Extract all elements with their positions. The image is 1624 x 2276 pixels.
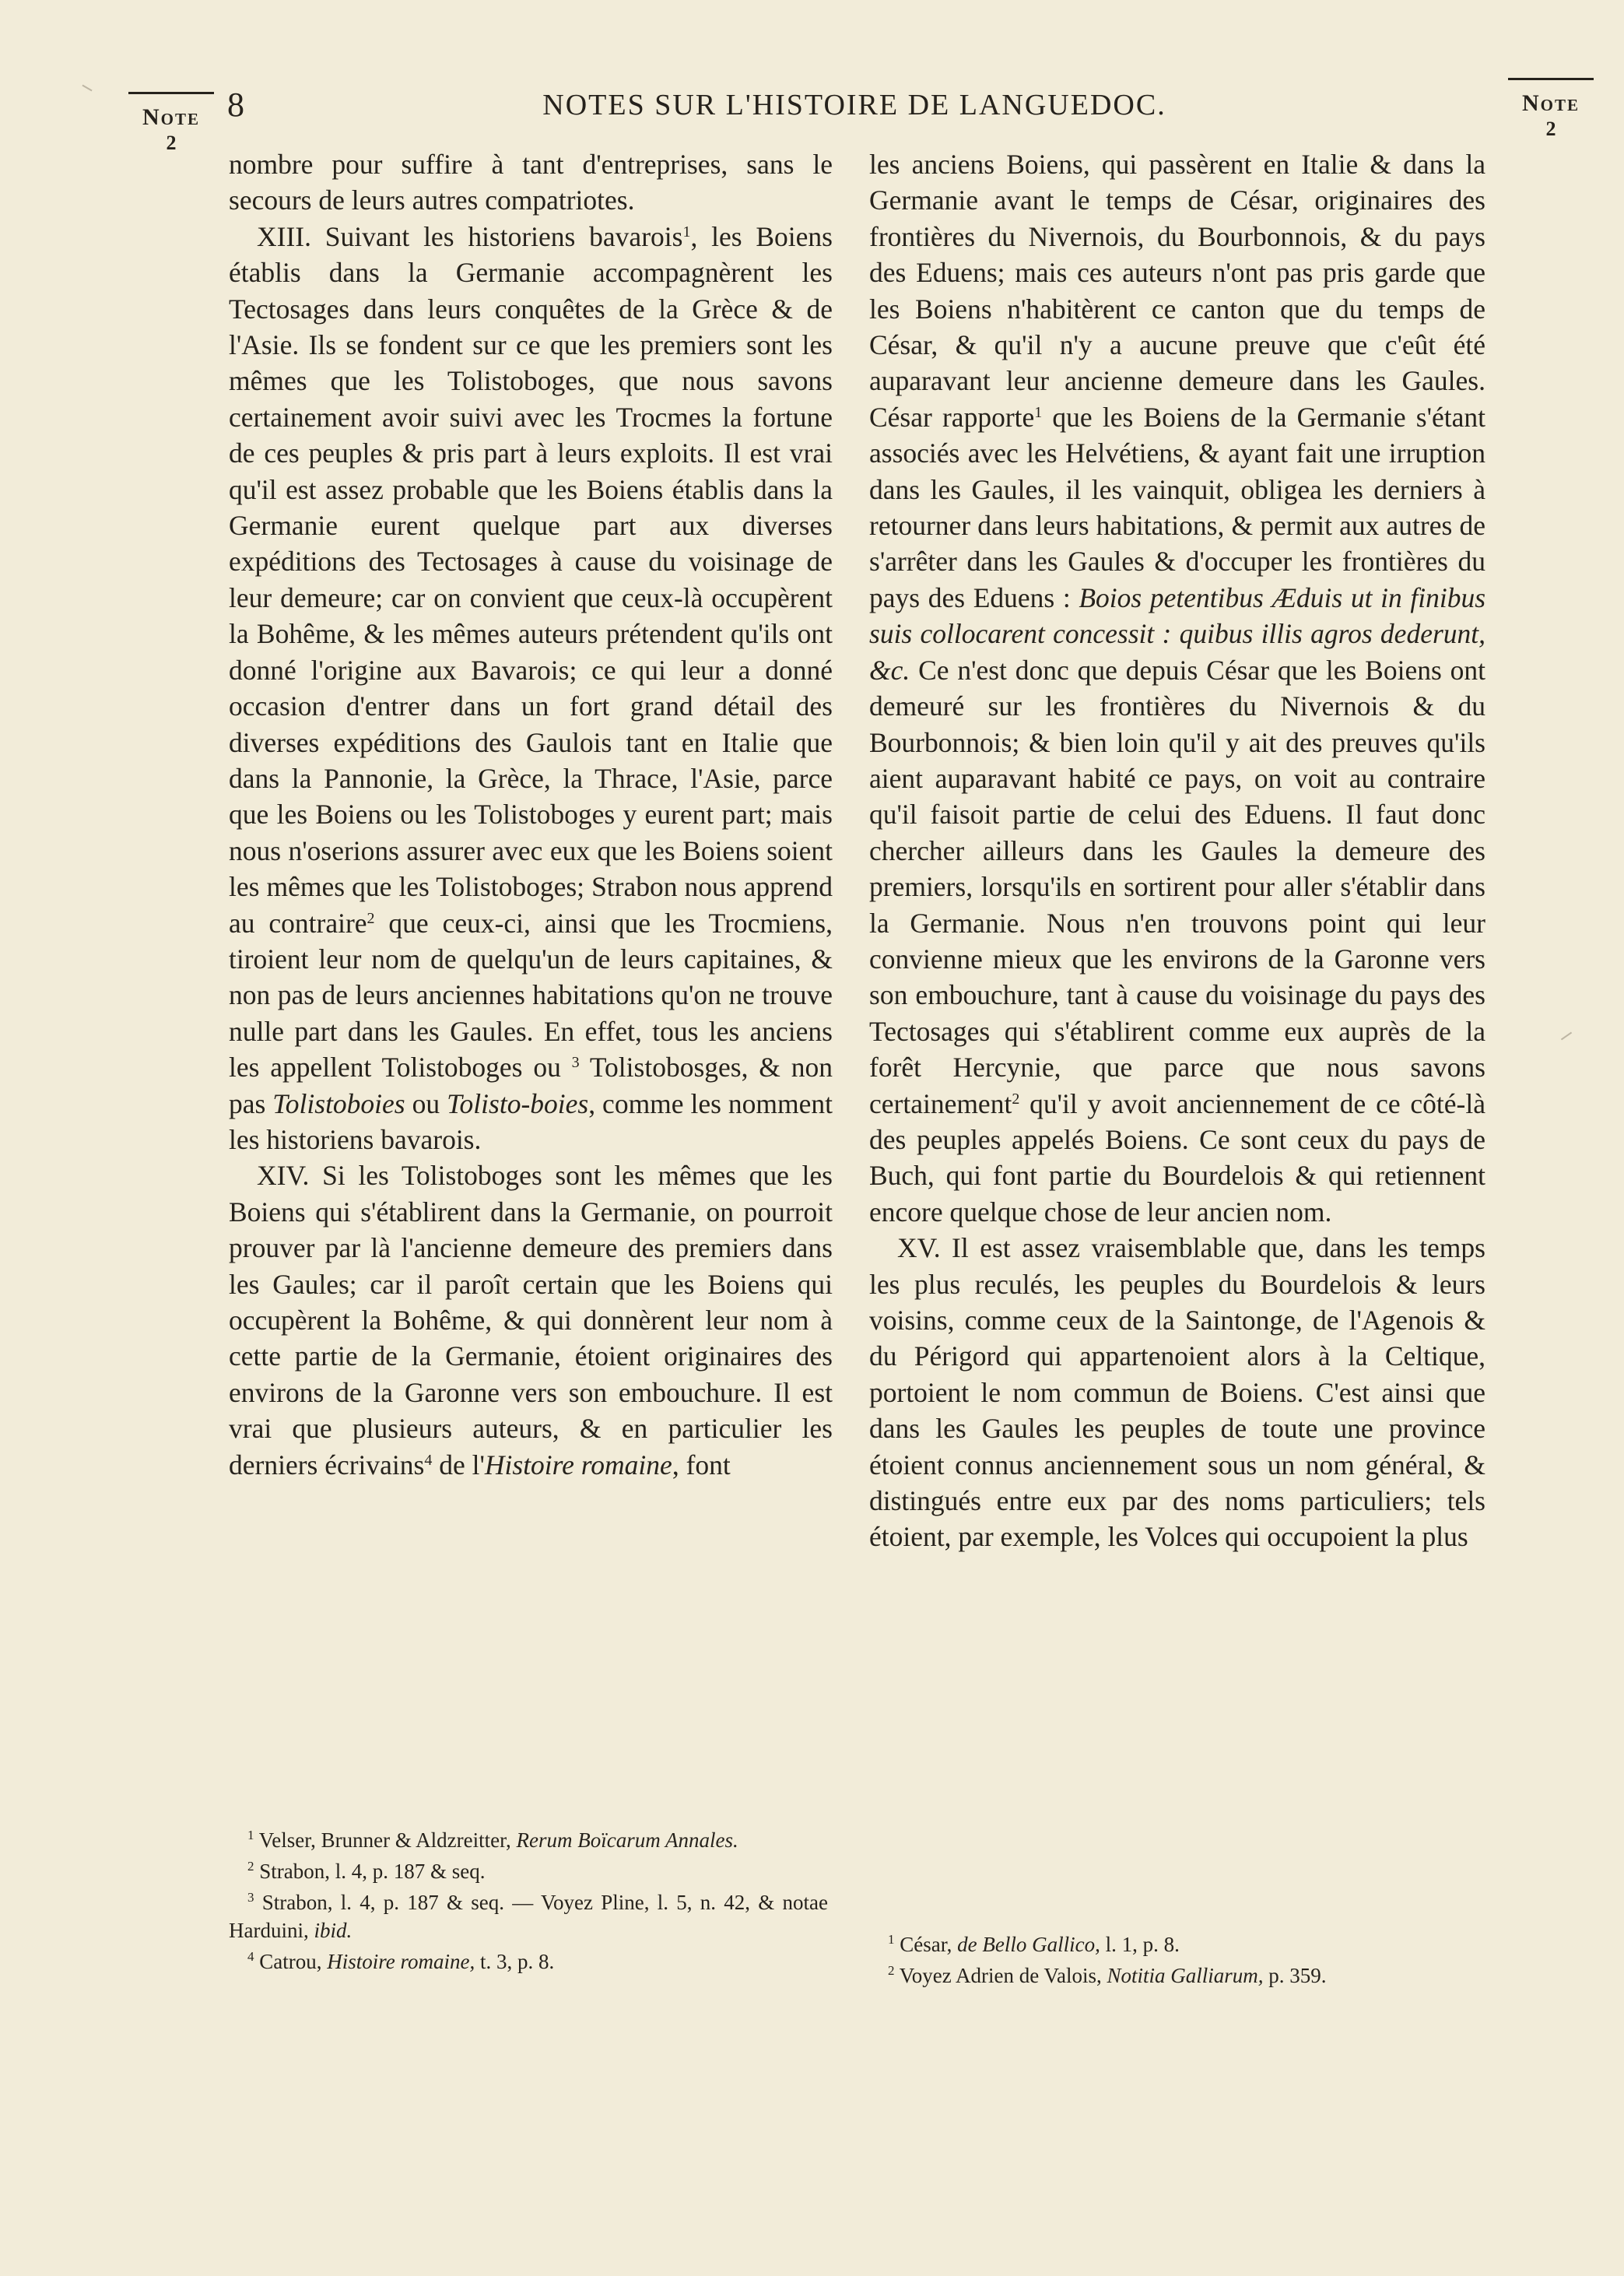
footnote (229, 1826, 828, 1854)
footnote-ref: 4 (424, 1451, 433, 1469)
footnote-text: César, (900, 1933, 952, 1956)
text-run: que les Boiens de la Germanie s'étant associés avec les Helvétiens, & ayant fait une irruption dans les Gaules, il les vainquit, obligea les derniers à retourner dans leurs habitations, & permit aux autres de s'arrêter dans les Gaules & d'occuper les frontières du pays des Eduens : (869, 401, 1485, 613)
text-run: , les Boiens établis dans la Germanie accompagnèrent les Tectosages dans leurs conquêtes de la Grèce & de l'Asie. Ils se fondent sur ce que les premiers sont les mêmes que les Tolistoboges, que nous savons certainement avoir suivi avec les Trocmes la fortune de ces peuples & pris part à leurs exploits. Il est vrai qu'il est assez probable que les Boiens établis dans la Germanie eurent quelque part aux diverses expéditions des Tectosages à cause du voisinage de leur demeure; car on convient que ceux-là occupèrent la Bohême, & les mêmes auteurs prétendent qu'ils ont donné l'origine aux Bavarois; ce qui leur a donné occasion d'entrer dans un fort grand détail des diverses expéditions des Gaulois tant en Italie que dans la Pannonie, la Grèce, la Thrace, l'Asie, parce que les Boiens ou les Tolistoboges y eurent part; mais nous n'oserions assurer avec eux que les Boiens soient les mêmes que les Tolistoboges; Strabon nous apprend au contraire (229, 220, 833, 939)
text-run: qu'il y avoit anciennement de ce côté-là des peuples appelés Boiens. Ce sont ceux du pays de Buch, qui font partie du Bourdelois & qui retiennent encore quelque chose de leur ancien nom. (869, 1087, 1485, 1228)
footnote (229, 1888, 828, 1944)
paragraph-continuation: nombre pour suffire à tant d'entreprises, sans le secours de leurs autres compatriotes. (229, 149, 833, 216)
footnotes-left (229, 1826, 828, 1979)
footnote-title: ibid. (314, 1919, 353, 1942)
footnote-mark: 4 (247, 1949, 254, 1964)
running-header (227, 86, 1482, 125)
footnote-ref: 2 (367, 909, 375, 927)
footnote-text: t. 3, p. 8. (480, 1950, 555, 1973)
italic-run: Tolistoboies (272, 1087, 405, 1119)
footnote-text: Voyez Adrien de Valois, (899, 1964, 1102, 1987)
margin-note-right (1508, 78, 1594, 142)
text-run: , comme les nomment les historiens bavarois. (229, 1087, 833, 1155)
paragraph-continuation (869, 146, 1485, 1230)
margin-note-label: Note (142, 104, 200, 130)
footnote (229, 1948, 828, 1976)
page-number: 8 (227, 86, 244, 124)
footnote (869, 1930, 1485, 1958)
text-run: ou (405, 1087, 440, 1119)
paragraph-xiii (229, 219, 833, 1158)
footnote-ref: 1 (1034, 403, 1043, 421)
margin-note-rule (1508, 78, 1594, 80)
text-run: de l' (432, 1449, 485, 1480)
text-run: les anciens Boiens, qui passèrent en Italie & dans la Germanie avant le temps de César, originaires des frontières du Nivernois, du Bourbonnois, & du pays des Eduens; mais ces auteurs n'ont pas pris garde que les Boiens n'habitèrent ce canton que du temps de César, & qu'il n'y a aucune preuve que c'eût été auparavant leur ancienne demeure dans les Gaules. César rapporte (869, 149, 1485, 433)
footnote-text: p. 359. (1268, 1964, 1327, 1987)
margin-note-number: 2 (166, 132, 177, 154)
text-run: Ce n'est donc que depuis César que les Boiens ont demeuré sur les frontières du Nivernois & du Bourbonnois; & bien loin qu'il y ait des preuves qu'ils aient auparavant habité ce pays, on voit au contraire qu'il faisoit partie de celui des Eduens. Il faut donc chercher ailleurs dans les Gaules la demeure des premiers, lorsqu'ils en sortirent pour aller s'établir dans la Germanie. Nous n'en trouvons point qui leur convienne mieux que les environs de la Garonne vers son embouchure, tant à cause du voisinage du pays des Tectosages qui s'établirent comme eux auprès de la forêt Hercynie, que parce que nous savons certainement (869, 654, 1485, 1119)
footnote-title: Histoire romaine, (327, 1950, 475, 1973)
paper-mark (1561, 1032, 1572, 1041)
footnote-text: l. 1, p. 8. (1105, 1933, 1180, 1956)
footnotes-right (869, 1930, 1485, 1993)
footnote-ref: 1 (682, 223, 691, 241)
paper-mark (82, 85, 92, 92)
paragraph-xv: XV. Il est assez vraisemblable que, dans les temps les plus reculés, les peuples du Bourdelois & leurs voisins, comme ceux de la Saintonge, de l'Agenois & du Périgord qui appartenoient alors à la Celtique, portoient le nom commun de Boiens. C'est ainsi que dans les Gaules les peuples de toute une province étoient connus anciennement sous un nom général, & distingués entre eux par des noms particuliers; tels étoient, par exemple, les Volces qui occupoient la plus (869, 1232, 1485, 1553)
paragraph-xiv (229, 1157, 833, 1483)
footnote-title: Rerum Boïcarum Annales. (516, 1828, 738, 1852)
running-title: NOTES SUR L'HISTOIRE DE LANGUEDOC. (542, 89, 1166, 121)
margin-note-left (128, 92, 214, 156)
margin-note-label: Note (1521, 90, 1580, 116)
footnote-title: de Bello Gallico, (957, 1933, 1100, 1956)
text-run: XIV. Si les Tolistoboges sont les mêmes que les Boiens qui s'établirent dans la Germanie, on pourroit prouver par là l'ancienne demeure des premiers dans les Gaules; car il paroît certain que les Boiens qui occupèrent la Bohême, & qui donnèrent leur nom à cette partie de la Germanie, étoient originaires des environs de la Garonne vers son embouchure. Il est vrai que plusieurs auteurs, & en particulier les derniers écrivains (229, 1160, 833, 1480)
footnote-title: Notitia Galliarum, (1107, 1964, 1264, 1987)
text-run: que ceux-ci, ainsi que les Trocmiens, tiroient leur nom de quelqu'un de leurs capitaines, & non pas de leurs anciennes habitations qu'on ne trouve nulle part dans les Gaules. En effet, tous les anciens les appellent Tolistoboges ou (229, 907, 833, 1084)
footnote (229, 1857, 828, 1885)
footnote-mark: 2 (247, 1859, 254, 1874)
footnote-mark: 3 (247, 1890, 254, 1905)
italic-run: Tolisto-boies (447, 1087, 589, 1119)
footnote-mark: 1 (888, 1932, 895, 1947)
text-run: , font (672, 1449, 731, 1480)
left-column (229, 146, 833, 1483)
footnote-ref: 3 (571, 1054, 580, 1072)
footnote-mark: 2 (888, 1963, 895, 1978)
footnote-ref: 2 (1012, 1090, 1020, 1108)
footnote-text: Strabon, l. 4, p. 187 & seq. — Voyez Pline, l. 5, n. 42, & notae Harduini, (229, 1891, 829, 1942)
text-run: Tolistobosges, & non pas (229, 1052, 833, 1119)
footnote (869, 1962, 1485, 1990)
footnote-mark: 1 (247, 1828, 254, 1842)
text-run: XIII. Suivant les historiens bavarois (257, 220, 683, 252)
right-column (869, 146, 1485, 1555)
italic-run: Histoire romaine (484, 1449, 672, 1480)
footnote-text: Catrou, (259, 1950, 322, 1973)
footnote-text: Velser, Brunner & Aldzreitter, (258, 1828, 511, 1852)
footnote-text: Strabon, l. 4, p. 187 & seq. (259, 1860, 486, 1883)
margin-note-number: 2 (1545, 118, 1556, 140)
latin-quote: Boios petentibus Æduis ut in finibus suis collocarent concessit : quibus illis agros dederunt, &c. (869, 581, 1486, 686)
margin-note-rule (128, 92, 214, 94)
